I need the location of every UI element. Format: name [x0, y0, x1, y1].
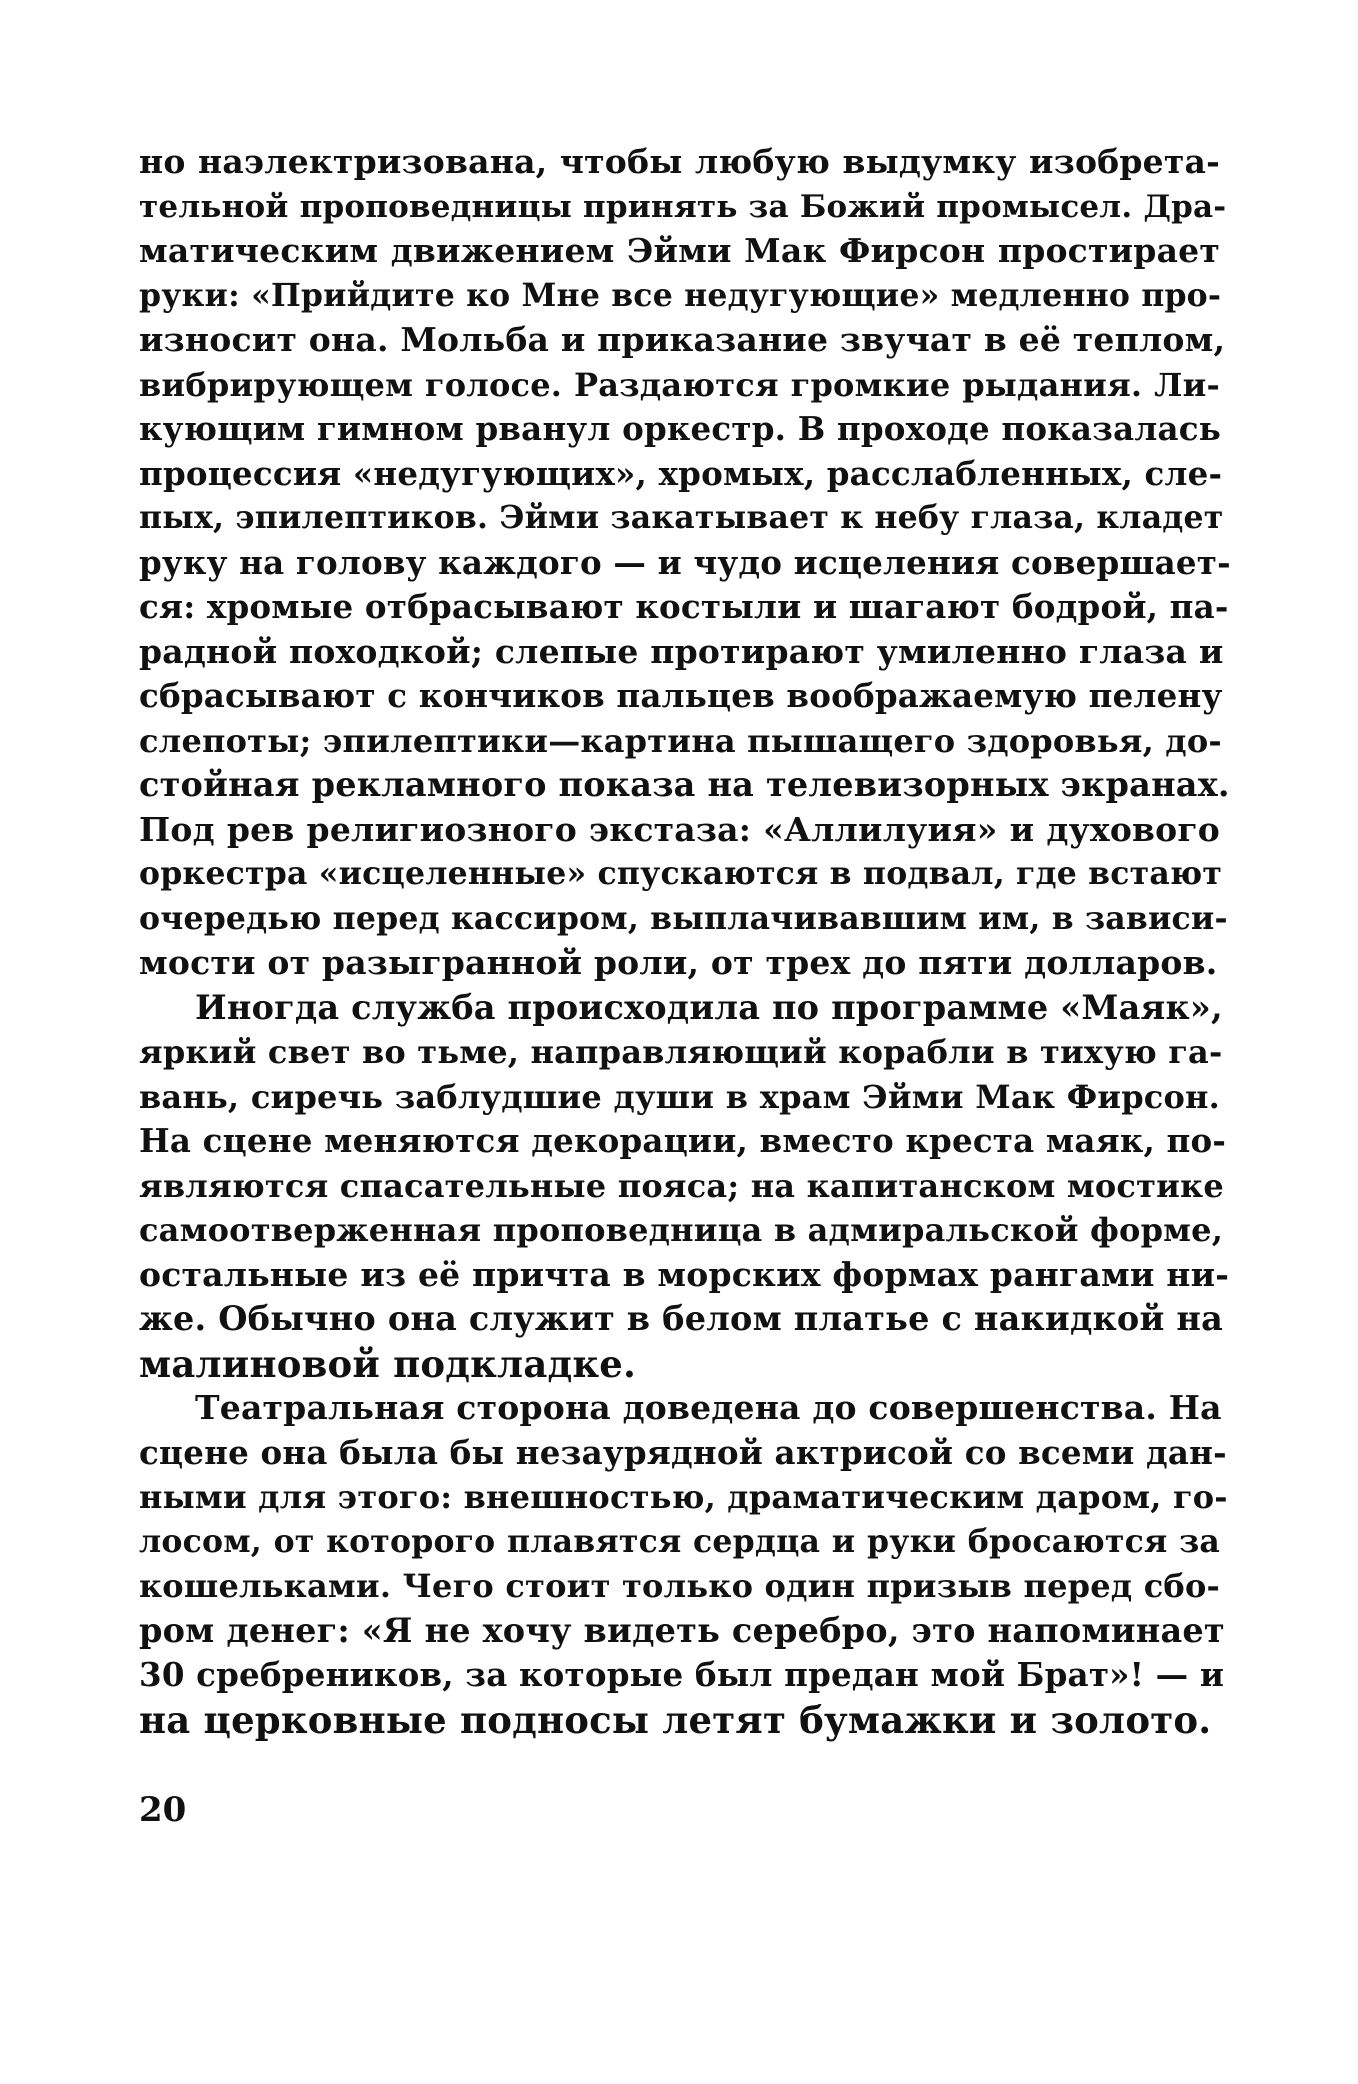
text-line: Театральная сторона доведена до совершенства. На	[195, 1388, 1222, 1427]
text-line: ными для этого: внешностью, драматическим даром, го-	[139, 1478, 1228, 1516]
text-line: стойная рекламного показа на телевизорных экранах.	[139, 765, 1230, 804]
paragraph	[139, 1386, 1228, 1742]
text-line: тельной проповедницы принять за Божий промысел. Дра-	[139, 188, 1227, 225]
text-line: На сцене меняются декорации, вместо креста маяк, по-	[139, 1121, 1227, 1160]
body-text	[139, 140, 1231, 1742]
text-line: пых, эпилептиков. Эйми закатывает к небу глаза, кладет	[139, 499, 1224, 536]
paragraph	[139, 140, 1231, 986]
text-line: кошельками. Чего стоит только один призыв перед сбо-	[139, 1567, 1220, 1605]
text-line: Под рев религиозного экстаза: «Аллилуия» и духового	[139, 809, 1220, 849]
text-line: сбрасывают с кончиков пальцев воображаемую пелену	[139, 676, 1223, 715]
text-line: но наэлектризована, чтобы любую выдумку изобрета-	[139, 142, 1220, 181]
text-line: самоотверженная проповедница в адмиральской форме,	[139, 1211, 1224, 1249]
text-line: 30 сребреников, за которые был предан мой Брат»! — и	[139, 1655, 1225, 1694]
text-line: остальные из её причта в морских формах рангами ни-	[139, 1254, 1230, 1294]
text-line: являются спасательные пояса; на капитанском мостике	[139, 1166, 1224, 1205]
page-number: 20	[139, 1790, 187, 1830]
text-line: матическим движением Эйми Мак Фирсон простирает	[139, 231, 1220, 270]
text-line: износит она. Мольба и приказание звучат в её теплом,	[139, 320, 1226, 359]
text-line: вибрирующем голосе. Раздаются громкие рыдания. Ли-	[139, 365, 1220, 404]
text-line: яркий свет во тьме, направляющий корабли в тихую га-	[139, 1033, 1223, 1071]
text-line: же. Обычно она служит в белом платье с накидкой на	[139, 1299, 1223, 1338]
text-line: малиновой подкладке.	[139, 1341, 637, 1386]
text-line: руки: «Прийдите ко Мне все недугующие» медленно про-	[139, 276, 1222, 314]
text-line: слепоты; эпилептики—картина пышащего здоровья, до-	[139, 721, 1222, 760]
text-line: руку на голову каждого — и чудо исцеления совершает-	[139, 542, 1231, 582]
text-line: очередью перед кассиром, выплачивавшим им, в зависи-	[139, 899, 1228, 937]
text-line: лосом, от которого плавятся сердца и руки бросаются за	[139, 1522, 1220, 1560]
paragraph	[139, 986, 1230, 1387]
text-line: кующим гимном рванул оркестр. В проходе показалась	[139, 409, 1221, 448]
text-line: на церковные подносы летят бумажки и золото.	[139, 1697, 1212, 1742]
text-line: вань, сиречь заблудшие души в храм Эйми Мак Фирсон.	[139, 1077, 1220, 1116]
text-line: ром денег: «Я не хочу видеть серебро, это напоминает	[139, 1610, 1225, 1650]
text-line: оркестра «исцеленные» спускаются в подвал, где встают	[139, 855, 1223, 892]
text-line: Иногда служба происходила по программе «Маяк»,	[195, 987, 1223, 1027]
text-line: радной походкой; слепые протирают умиленно глаза и	[139, 631, 1224, 671]
text-line: ся: хромые отбрасывают костыли и шагают бодрой, па-	[139, 587, 1229, 626]
text-line: сцене она была бы незаурядной актрисой со всеми дан-	[139, 1432, 1227, 1472]
text-line: мости от разыгранной роли, от трех до пяти долларов.	[139, 943, 1218, 982]
text-line: процессия «недугующих», хромых, расслабленных, сле-	[139, 453, 1223, 493]
